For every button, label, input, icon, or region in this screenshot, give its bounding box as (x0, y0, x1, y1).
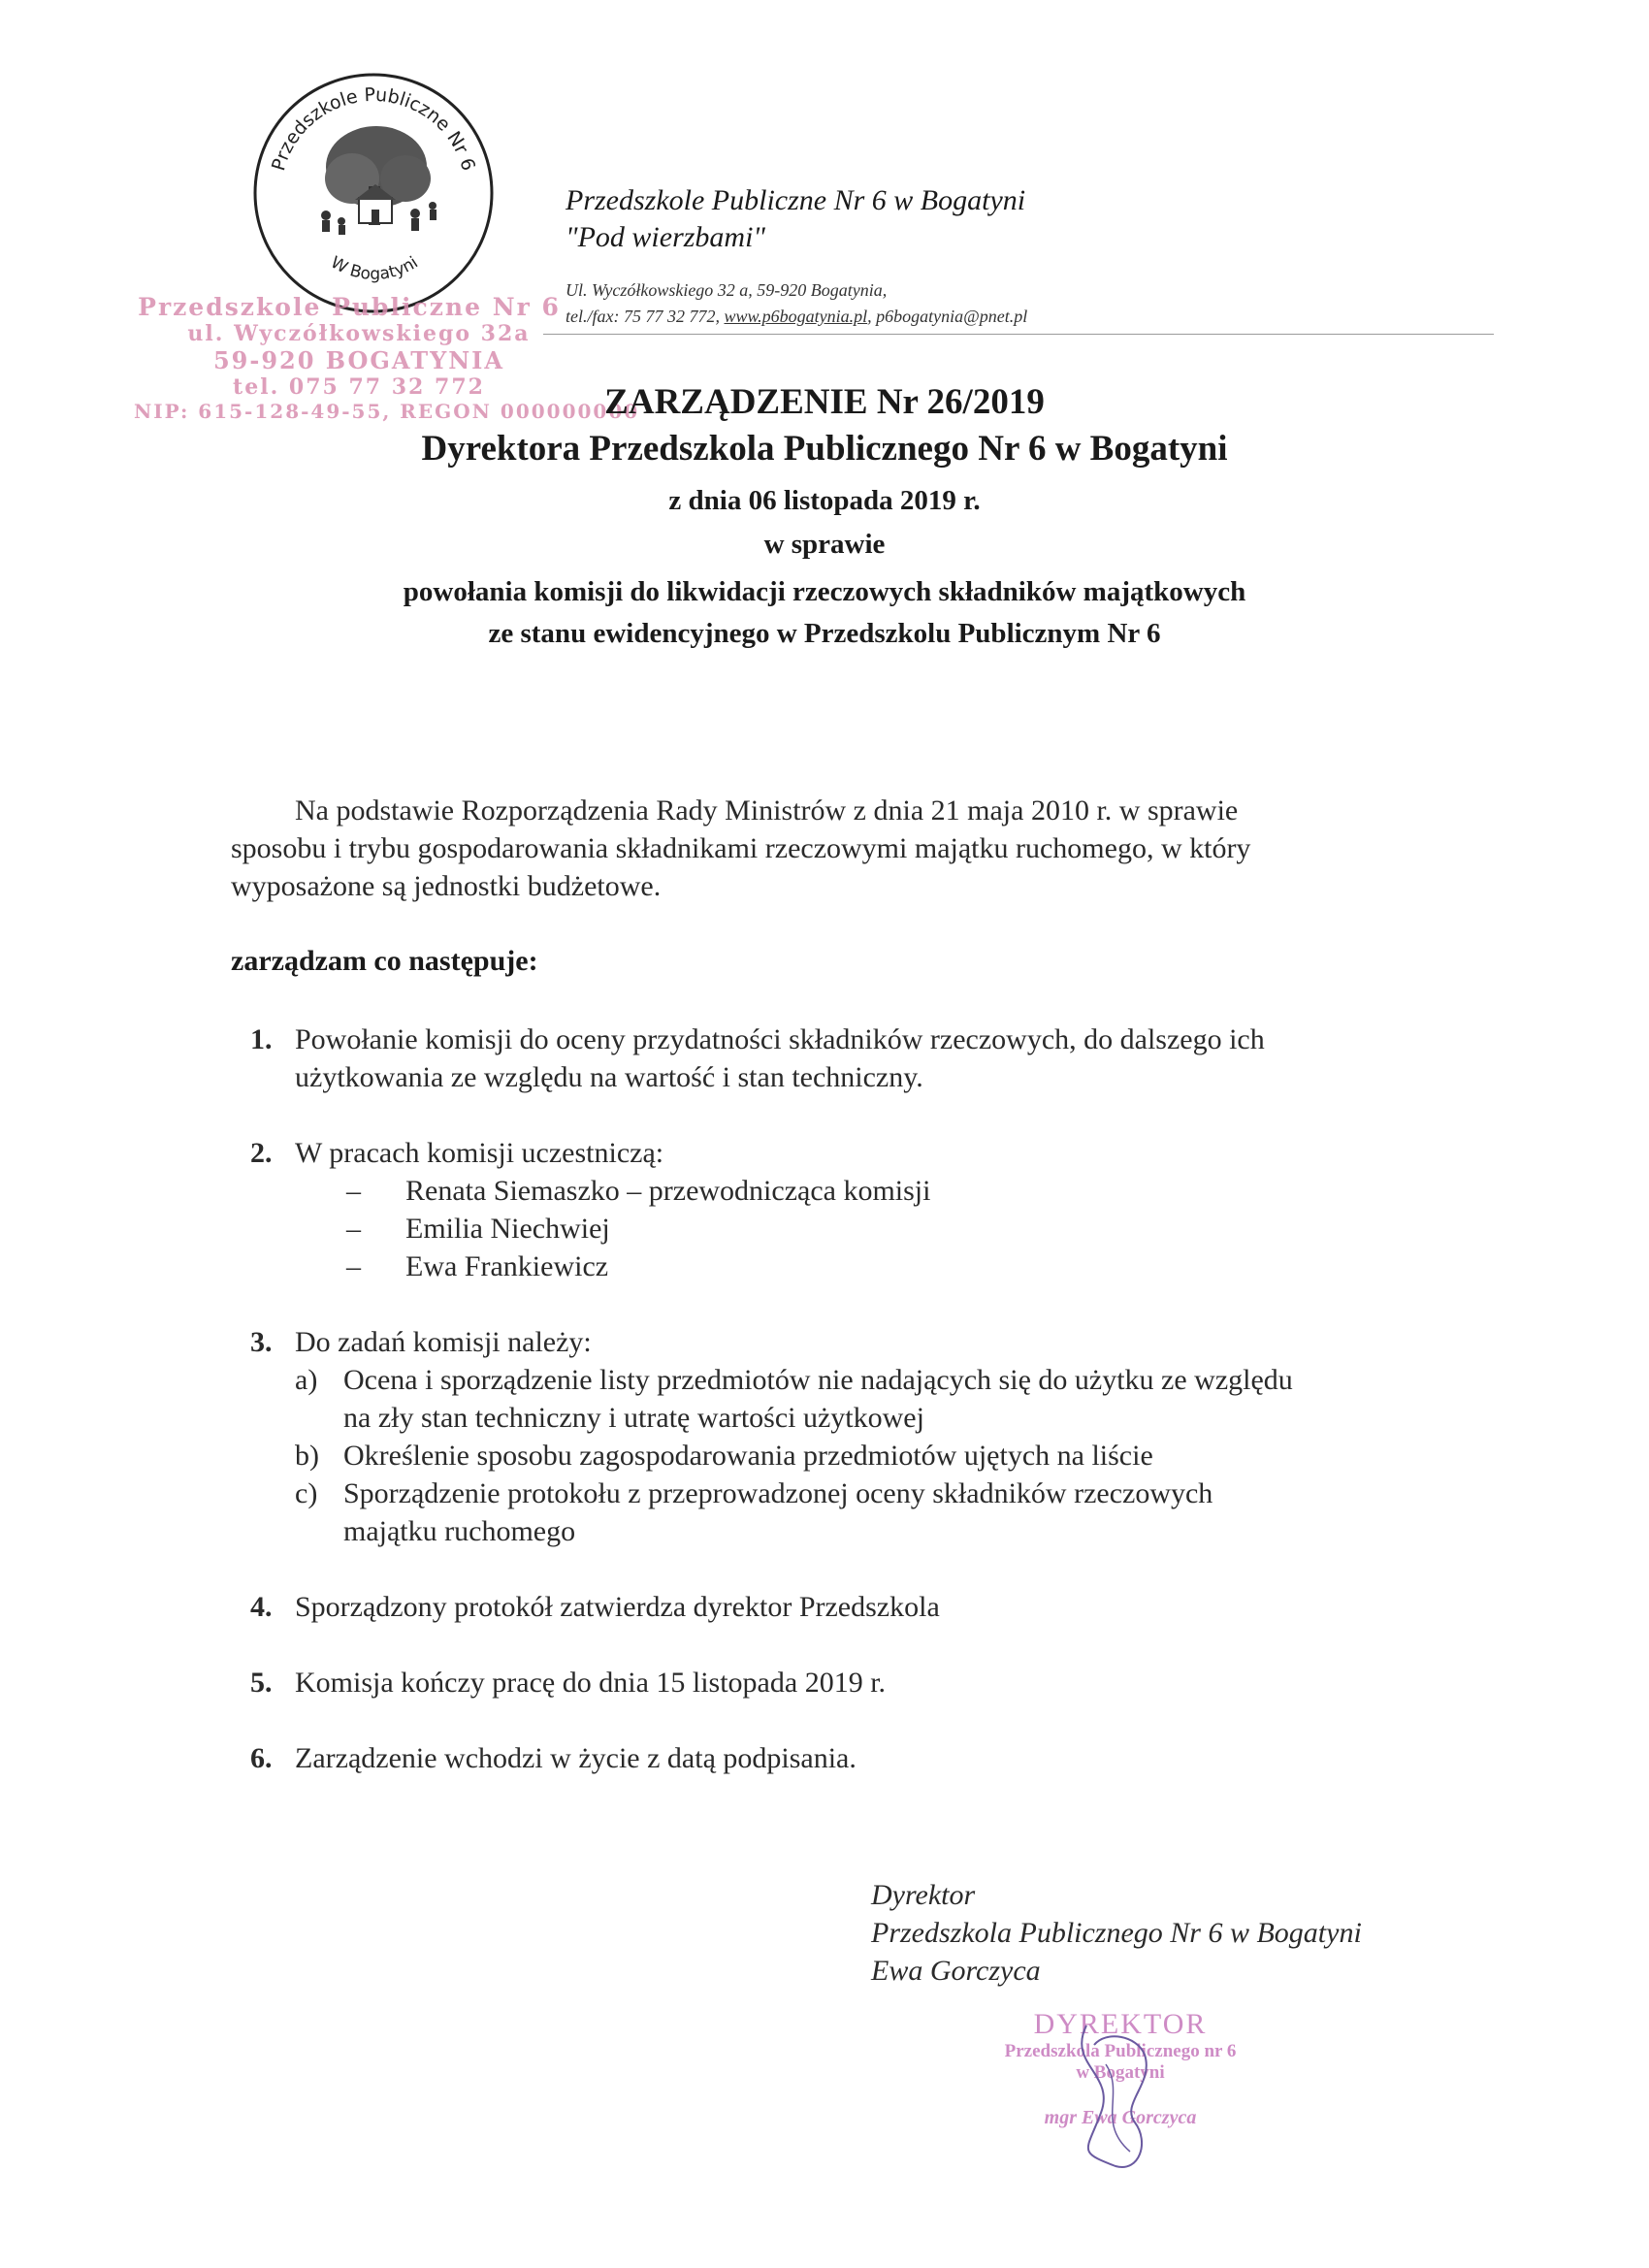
member-name: Renata Siemaszko – przewodnicząca komisji (405, 1175, 931, 1207)
header-divider (543, 334, 1494, 335)
logo-ring-text: Przedszkole Publiczne Nr 6 (268, 83, 479, 174)
stamp-line: Przedszkole Publiczne Nr 6 (138, 293, 561, 321)
document-date: z dnia 06 listopada 2019 r. (668, 485, 981, 516)
sub-text: Ocena i sporządzenie listy przedmiotów nie nadających się do użytku ze względu (343, 1364, 1293, 1396)
stamp-line: 59-920 BOGATYNIA (212, 346, 505, 374)
svg-text:W Bogatyni (327, 253, 421, 284)
signature-name: Ewa Gorczyca (871, 1955, 1041, 1987)
dash: – (346, 1175, 361, 1207)
item-number: 6. (250, 1742, 273, 1774)
signature-role: Dyrektor (871, 1879, 976, 1911)
subject-line: ze stanu ewidencyjnego w Przedszkolu Publicznym Nr 6 (488, 618, 1161, 649)
school-subtitle: "Pod wierzbami" (566, 221, 766, 253)
stamp-line: tel. 075 77 32 772 (233, 374, 485, 400)
school-name: Przedszkole Publiczne Nr 6 w Bogatyni (566, 184, 1026, 216)
item-number: 1. (250, 1023, 273, 1055)
item-text: Komisja kończy pracę do dnia 15 listopada 2019 r. (295, 1667, 887, 1699)
dash: – (346, 1213, 361, 1245)
address-line: Ul. Wyczółkowskiego 32 a, 59-920 Bogatynia, (566, 280, 888, 300)
dash: – (346, 1250, 361, 1282)
item-text: Powołanie komisji do oceny przydatności składników rzeczowych, do dalszego ich (295, 1023, 1265, 1055)
logo-bottom-text: W Bogatyni (327, 252, 422, 284)
item-text: Do zadań komisji należy: (295, 1326, 592, 1358)
item-text: Zarządzenie wchodzi w życie z datą podpisania. (295, 1742, 857, 1774)
stamp-line: w Bogatyni (1076, 2062, 1165, 2083)
item-number: 3. (250, 1326, 273, 1358)
stamp-line: mgr Ewa Gorczyca (1044, 2107, 1197, 2128)
legal-basis (231, 792, 1426, 905)
item-text: W pracach komisji uczestniczą: (295, 1137, 664, 1169)
basis-line: sposobu i trybu gospodarowania składnikami rzeczowymi majątku ruchomego, w który (231, 832, 1251, 864)
contact-line (566, 307, 1027, 327)
handwritten-signature (1048, 2006, 1183, 2181)
basis-line: wyposażone są jednostki budżetowe. (231, 870, 662, 902)
basis-line: Na podstawie Rozporządzenia Rady Ministrów z dnia 21 maja 2010 r. w sprawie (295, 794, 1239, 826)
sub-text: majątku ruchomego (343, 1515, 576, 1547)
stamp-line: Przedszkola Publicznego nr 6 (1004, 2041, 1237, 2061)
email-text: , p6bogatynia@pnet.pl (867, 307, 1028, 326)
sub-text: Określenie sposobu zagospodarowania przedmiotów ujętych na liście (343, 1440, 1153, 1472)
item-number: 5. (250, 1667, 273, 1699)
item-number: 4. (250, 1591, 273, 1623)
signature-institution: Przedszkola Publicznego Nr 6 w Bogatyni (871, 1917, 1362, 1949)
sub-letter: c) (295, 1477, 318, 1509)
stamp-line: ul. Wyczółkowskiego 32a (187, 321, 531, 346)
sub-letter: b) (295, 1440, 319, 1472)
stamp-line: DYREKTOR (1033, 2008, 1208, 2040)
member-name: Ewa Frankiewicz (405, 1250, 609, 1282)
w-sprawie: w sprawie (763, 529, 886, 560)
sub-letter: a) (295, 1364, 318, 1396)
stamp-line: NIP: 615-128-49-55, REGON 000000000 (134, 400, 640, 423)
sub-text: na zły stan techniczny i utratę wartości użytkowej (343, 1402, 924, 1434)
document-issuer: Dyrektora Przedszkola Publicznego Nr 6 w Bogatyni (421, 429, 1228, 469)
subject-line: powołania komisji do likwidacji rzeczowych składników majątkowych (403, 576, 1246, 607)
member-name: Emilia Niechwiej (405, 1213, 610, 1245)
item-text: Sporządzony protokół zatwierdza dyrektor Przedszkola (295, 1591, 940, 1623)
sub-text: Sporządzenie protokołu z przeprowadzonej oceny składników rzeczowych (343, 1477, 1213, 1509)
item-text: użytkowania ze względu na wartość i stan techniczny. (295, 1061, 923, 1093)
item-number: 2. (250, 1137, 273, 1169)
orders-heading: zarządzam co następuje: (231, 945, 538, 977)
school-logo (250, 70, 497, 316)
document-title: ZARZĄDZENIE Nr 26/2019 (604, 382, 1045, 422)
website-link[interactable]: www.p6bogatynia.pl (724, 307, 868, 326)
contact-prefix: tel./fax: 75 77 32 772, (566, 307, 725, 326)
